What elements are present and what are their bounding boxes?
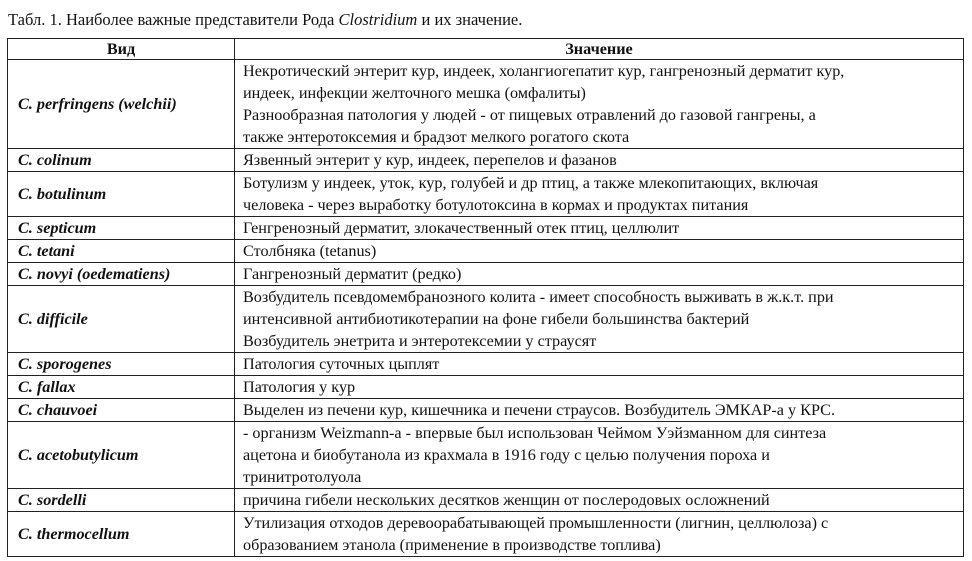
table-row <box>8 489 964 512</box>
table-row <box>8 60 964 149</box>
meaning-line: Ботулизм у индеек, уток, кур, голубей и др птиц, а также млекопитающих, включая <box>243 174 819 192</box>
meaning-line: Возбудитель энетрита и энтеротексемии у страусят <box>243 332 597 350</box>
table-row <box>8 172 964 217</box>
meaning-line: Некротический энтерит кур, индеек, холангиогепатит кур, гангренозный дерматит кур, <box>243 62 845 80</box>
species-cell: C. sporogenes <box>8 353 235 376</box>
meaning-cell <box>235 263 964 286</box>
table-row <box>8 286 964 353</box>
meaning-cell <box>235 489 964 512</box>
species-cell: C. colinum <box>8 149 235 172</box>
species-cell: C. acetobutylicum <box>8 422 235 489</box>
meaning-line: Патология суточных цыплят <box>243 355 440 373</box>
table-row <box>8 376 964 399</box>
meaning-cell <box>235 149 964 172</box>
meaning-line: Гангренозный дерматит (редко) <box>243 265 462 283</box>
meaning-line: Столбняка (tetanus) <box>243 242 377 260</box>
table-row <box>8 353 964 376</box>
meaning-line: Генгренозный дерматит, злокачественный отек птиц, целлюлит <box>243 219 680 237</box>
meaning-cell <box>235 217 964 240</box>
table-row <box>8 240 964 263</box>
table-row <box>8 422 964 489</box>
species-cell: C. septicum <box>8 217 235 240</box>
species-cell: C. perfringens (welchii) <box>8 60 235 149</box>
species-cell: C. fallax <box>8 376 235 399</box>
meaning-line: Разнообразная патология у людей - от пищевых отравлений до газовой гангрены, а <box>243 106 816 124</box>
meaning-line: также энтеротоксемия и брадзот мелкого рогатого скота <box>243 128 630 146</box>
caption-prefix: Табл. 1. Наиболее важные представители Рода <box>8 10 339 29</box>
species-cell: C. sordelli <box>8 489 235 512</box>
meaning-line: ацетона и биобутанола из крахмала в 1916 году с целью получения пороха и <box>243 446 770 464</box>
species-cell: C. botulinum <box>8 172 235 217</box>
meaning-cell <box>235 60 964 149</box>
meaning-cell <box>235 172 964 217</box>
meaning-line: Утилизация отходов деревоорабатывающей промышленности (лигнин, целлюлоза) с <box>243 514 829 532</box>
meaning-line: Выделен из печени кур, кишечника и печени страусов. Возбудитель ЭМКАР-а у КРС. <box>243 401 836 419</box>
clostridium-table <box>7 38 964 557</box>
meaning-line: причина гибели нескольких десятков женщин от послеродовых осложнений <box>243 491 770 509</box>
meaning-line: индеек, инфекции желточного мешка (омфалиты) <box>243 84 586 102</box>
meaning-line: Возбудитель псевдомембранозного колита - имеет способность выживать в ж.к.т. при <box>243 288 834 306</box>
table-row <box>8 217 964 240</box>
meaning-line: тринитротолуола <box>243 468 362 486</box>
header-meaning: Значение <box>235 39 964 60</box>
meaning-line: Патология у кур <box>243 378 356 396</box>
meaning-line: интенсивной антибиотикотерапии на фоне гибели большинства бактерий <box>243 310 750 328</box>
species-cell: C. difficile <box>8 286 235 353</box>
species-cell: C. tetani <box>8 240 235 263</box>
meaning-cell <box>235 422 964 489</box>
meaning-cell <box>235 399 964 422</box>
table-row <box>8 512 964 557</box>
table-row <box>8 149 964 172</box>
species-cell: C. thermocellum <box>8 512 235 557</box>
meaning-cell <box>235 376 964 399</box>
meaning-cell <box>235 512 964 557</box>
meaning-line: образованием этанола (применение в производстве топлива) <box>243 536 661 554</box>
species-cell: C. novyi (oedematiens) <box>8 263 235 286</box>
meaning-line: - организм Weizmann-а - впервые был использован Чеймом Уэйзманном для синтеза <box>243 424 827 442</box>
table-caption <box>8 10 522 30</box>
caption-suffix: и их значение. <box>417 10 523 29</box>
species-cell: C. chauvoei <box>8 399 235 422</box>
meaning-cell <box>235 240 964 263</box>
meaning-cell <box>235 353 964 376</box>
table-row <box>8 263 964 286</box>
meaning-line: Язвенный энтерит у кур, индеек, перепелов и фазанов <box>243 151 617 169</box>
meaning-cell <box>235 286 964 353</box>
table-row <box>8 399 964 422</box>
header-species: Вид <box>8 39 235 60</box>
caption-genus: Clostridium <box>338 10 418 29</box>
meaning-line: человека - через выработку ботулотоксина в кормах и продуктах питания <box>243 196 749 214</box>
table-header-row <box>8 39 964 60</box>
